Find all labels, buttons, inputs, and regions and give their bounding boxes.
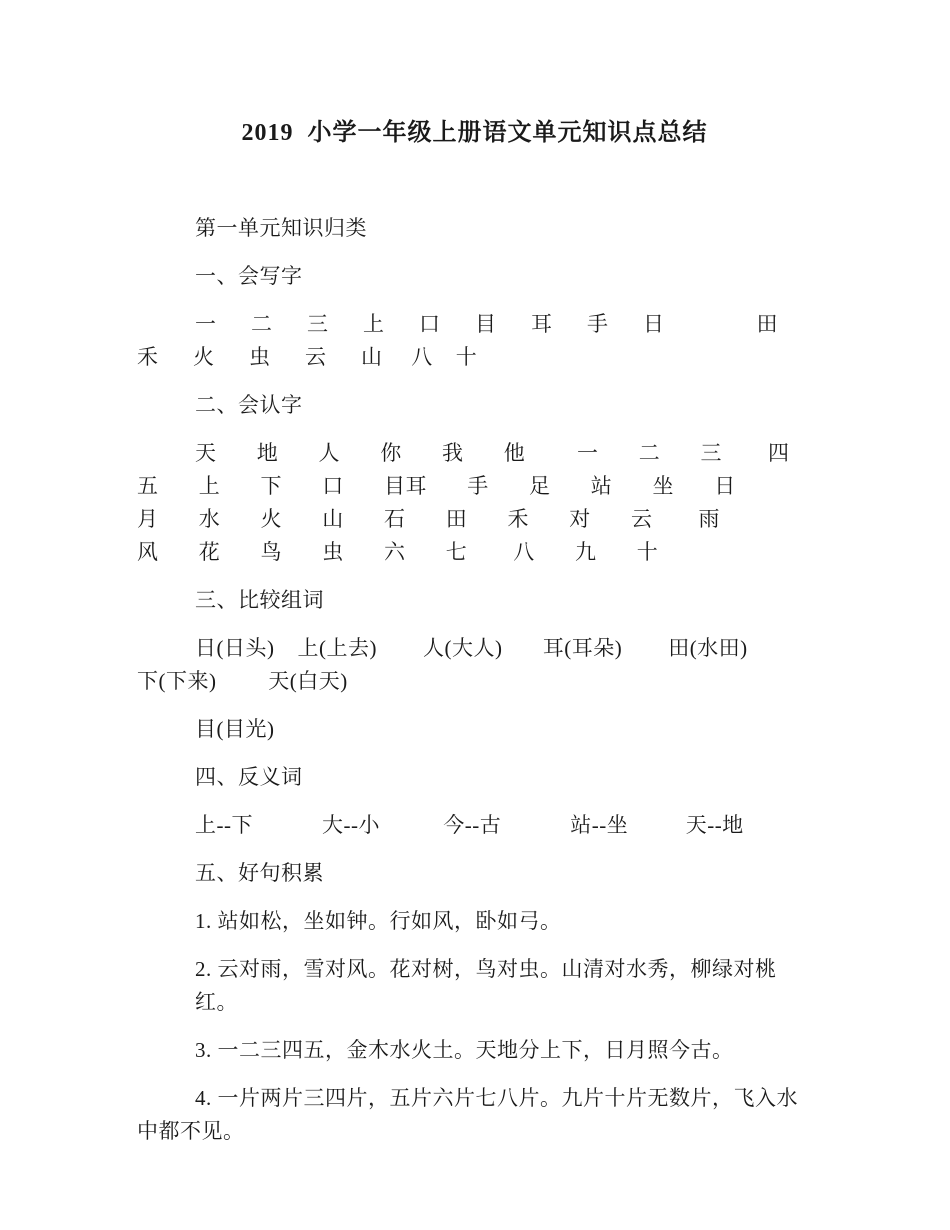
paragraph — [137, 212, 812, 245]
paragraph-line: 日(日头) 上(上去) 人(大人) 耳(耳朵) 田(水田) — [195, 636, 748, 660]
paragraph-line: 4. 一片两片三四片，五片六片七八片。九片十片无数片，飞入水 — [195, 1086, 798, 1110]
paragraph-line: 一 二 三 上 口 目 耳 手 日 田 — [195, 312, 778, 336]
paragraph — [137, 953, 812, 1019]
paragraph-line: 五、好句积累 — [195, 861, 324, 885]
paragraph-line: 上--下 大--小 今--古 站--坐 天--地 — [195, 813, 744, 837]
paragraph-line: 天 地 人 你 我 他 一 二 三 四 — [195, 441, 790, 465]
paragraph-line: 2. 云对雨，雪对风。花对树，鸟对虫。山清对水秀，柳绿对桃红。 — [195, 957, 777, 1014]
paragraph — [137, 389, 812, 422]
paragraph-line: 中都不见。 — [137, 1119, 245, 1143]
paragraph-line: 月 水 火 山 石 田 禾 对 云 雨 — [137, 507, 720, 531]
document-body — [137, 212, 812, 1148]
document-title: 2019 小学一年级上册语文单元知识点总结 — [241, 120, 708, 146]
paragraph-line: 二、会认字 — [195, 393, 303, 417]
paragraph-line: 三、比较组词 — [195, 588, 324, 612]
paragraph — [137, 905, 812, 938]
paragraph-line: 3. 一二三四五，金木水火土。天地分上下，日月照今古。 — [195, 1038, 734, 1062]
paragraph — [137, 437, 812, 569]
paragraph — [137, 1082, 812, 1148]
paragraph-line: 五 上 下 口 目耳 手 足 站 坐 日 — [137, 474, 736, 498]
paragraph — [137, 713, 812, 746]
paragraph-line: 禾 火 虫 云 山 八 十 — [137, 345, 478, 369]
paragraph-line: 1. 站如松，坐如钟。行如风，卧如弓。 — [195, 909, 562, 933]
paragraph — [137, 308, 812, 374]
paragraph-line: 一、会写字 — [195, 264, 303, 288]
paragraph — [137, 584, 812, 617]
paragraph-line: 四、反义词 — [195, 765, 303, 789]
paragraph — [137, 857, 812, 890]
paragraph-line: 目(目光) — [195, 717, 275, 741]
paragraph — [137, 1034, 812, 1067]
paragraph-line: 下(下来) 天(白天) — [137, 669, 348, 693]
paragraph — [137, 260, 812, 293]
paragraph — [137, 632, 812, 698]
paragraph-line: 第一单元知识归类 — [195, 216, 367, 240]
paragraph — [137, 809, 812, 842]
paragraph — [137, 761, 812, 794]
paragraph-line: 风 花 鸟 虫 六 七 八 九 十 — [137, 540, 659, 564]
